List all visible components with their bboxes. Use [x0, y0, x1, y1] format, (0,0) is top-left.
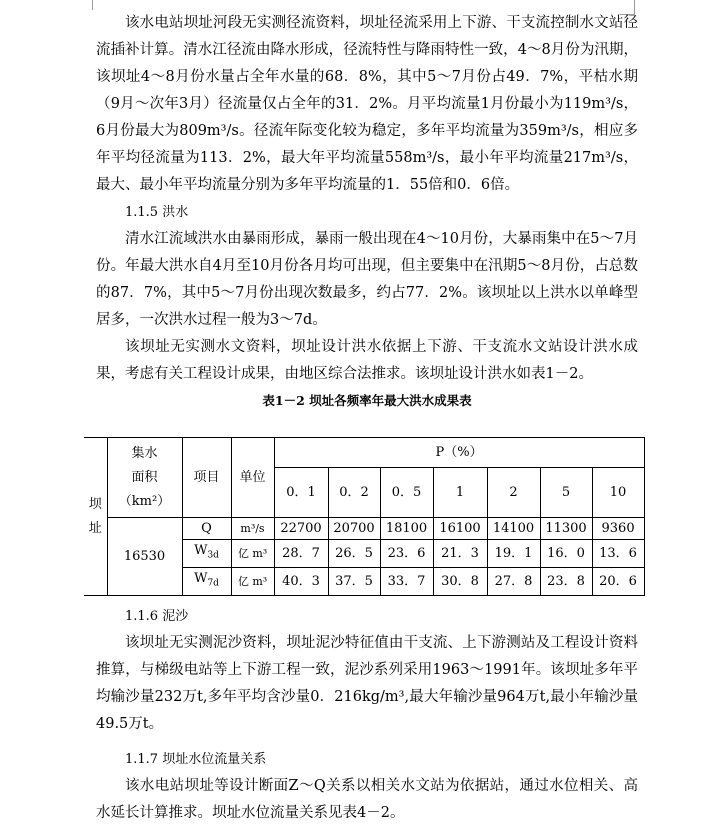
table-cell: 30．8	[433, 568, 487, 596]
p-header: P（%）	[274, 438, 644, 468]
table-cell: 16．0	[540, 540, 592, 568]
row-item-subscript: 7d	[207, 578, 219, 589]
area-value-cell: 16530	[107, 518, 182, 596]
document-body-continued	[96, 603, 638, 827]
table-cell: 33．7	[380, 568, 433, 596]
table-cell: 18100	[380, 518, 433, 540]
table-cell: 9360	[592, 518, 644, 540]
row-unit: 亿 m³	[231, 568, 274, 596]
site-label-cell	[84, 438, 107, 596]
table-cell: 20．6	[592, 568, 644, 596]
table-cell: 28．7	[274, 540, 328, 568]
area-header-cell	[107, 438, 182, 518]
table-cell: 27．8	[487, 568, 540, 596]
table-cell: 11300	[540, 518, 592, 540]
unit-header: 单位	[231, 438, 274, 518]
table-cell: 21．3	[433, 540, 487, 568]
area-header-line-2: 面积	[131, 469, 158, 485]
table-cell: 22700	[274, 518, 328, 540]
p-value-header: 0．1	[274, 468, 328, 518]
flood-results-table	[84, 437, 645, 596]
table-cell: 23．8	[540, 568, 592, 596]
table-cell: 23．6	[380, 540, 433, 568]
row-item	[182, 568, 231, 596]
table-cell: 26．5	[328, 540, 380, 568]
p-value-header: 0．2	[328, 468, 380, 518]
page-corner-mark-left	[92, 0, 93, 10]
area-header-line-1: 集水	[131, 445, 158, 461]
p-value-header: 10	[592, 468, 644, 518]
sediment-heading: 1.1.6 泥沙	[125, 609, 189, 624]
site-label-char-1: 坝	[88, 496, 102, 512]
runoff-paragraph: 该水电站坝址河段无实测径流资料，坝址径流采用上下游、干支流控制水文站径流插补计算。清水江径流由降水形成，径流特性与降雨特性一致，4～8月份为汛期，该坝址4～8月份水量占全年水量的68．8%，其中5～7月份占49．7%，平枯水期（9月～次年3月）径流量仅占全年的31．2%。月平均流量1月份最小为119m³/s，6月份最大为809m³/s。径流年际变化较为稳定，多年平均流量为359m³/s，相应多年平均径流量为113．2%，最大年平均流量558m³/s，最小年平均流量217m³/s，最大、最小年平均流量分别为多年平均流量的1．55倍和0．6倍。	[96, 15, 638, 193]
p-value-header: 2	[487, 468, 540, 518]
p-value-header: 1	[433, 468, 487, 518]
table-row-q	[84, 518, 644, 540]
p-value-header: 5	[540, 468, 592, 518]
table-cell: 40．3	[274, 568, 328, 596]
p-value-header: 0．5	[380, 468, 433, 518]
area-header-line-3: （km²）	[118, 493, 171, 509]
table-cell: 19．1	[487, 540, 540, 568]
sediment-paragraph: 该坝址无实测泥沙资料，坝址泥沙特征值由干支流、上下游测站及工程设计资料推算，与梯级电站等上下游工程一致，泥沙系列采用1963～1991年。该坝址多年平均输沙量232万t,多年平均含沙量0．216kg/m³,最大年输沙量964万t,最小年输沙量49.5万t。	[96, 635, 638, 732]
table-cell: 16100	[433, 518, 487, 540]
document-body	[96, 10, 638, 414]
row-item-symbol: W	[194, 543, 208, 559]
table-cell: 14100	[487, 518, 540, 540]
row-item-symbol: W	[194, 571, 208, 587]
table-cell: 13．6	[592, 540, 644, 568]
row-item	[182, 540, 231, 568]
site-label-char-2: 址	[88, 520, 102, 536]
table-cell: 37．5	[328, 568, 380, 596]
row-unit: 亿 m³	[231, 540, 274, 568]
stage-discharge-heading: 1.1.7 坝址水位流量关系	[125, 752, 267, 767]
table-caption: 表1－2 坝址各频率年最大洪水成果表	[262, 393, 472, 408]
item-header: 项目	[182, 438, 231, 518]
row-unit: m³/s	[231, 518, 274, 540]
table-cell: 20700	[328, 518, 380, 540]
stage-discharge-paragraph: 该水电站坝址等设计断面Z～Q关系以相关水文站为依据站，通过水位相关、高水延长计算推求。坝址水位流量关系见表4－2。	[96, 778, 638, 821]
flood-heading: 1.1.5 洪水	[125, 205, 189, 220]
row-item: Q	[182, 518, 231, 540]
flood-paragraph-2: 该坝址无实测水文资料，坝址设计洪水依据上下游、干支流水文站设计洪水成果，考虑有关工程设计成果，由地区综合法推求。该坝址设计洪水如表1－2。	[96, 339, 638, 382]
flood-paragraph-1: 清水江流域洪水由暴雨形成，暴雨一般出现在4～10月份，大暴雨集中在5～7月份。年最大洪水自4月至10月份各月均可出现，但主要集中在汛期5～8月份，占总数的87．7%，其中5～7月份出现次数最多，约占77．2%。该坝址以上洪水以单峰型居多，一次洪水过程一般为3～7d。	[96, 231, 638, 328]
row-item-subscript: 3d	[207, 550, 219, 561]
